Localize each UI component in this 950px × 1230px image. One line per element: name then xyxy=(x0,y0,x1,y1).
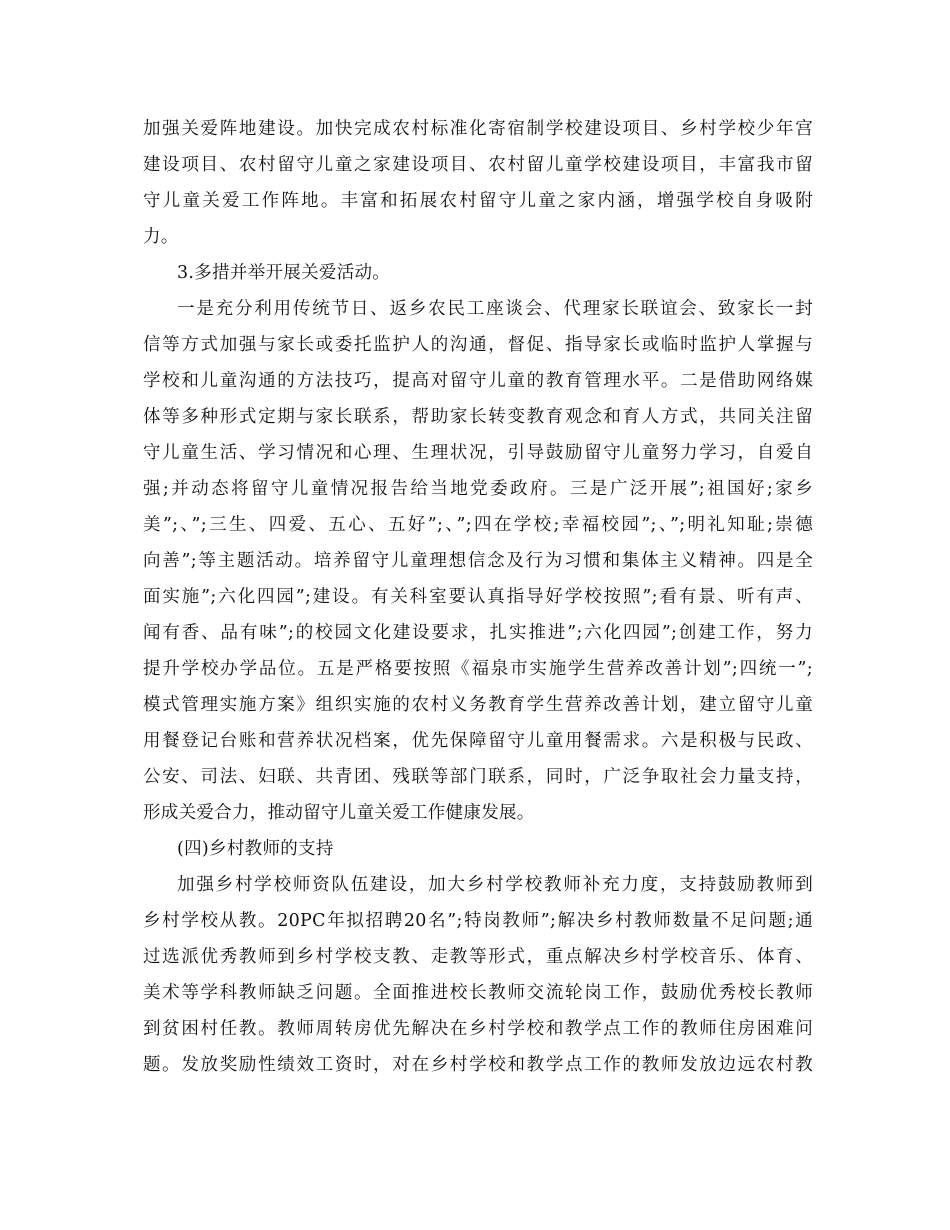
text-line: 闻有香、品有味”;的校园文化建设要求，扎实推进”;六化四园”;创建工作，努力 xyxy=(143,623,813,643)
text-line: 用餐登记台账和营养状况档案，优先保障留守儿童用餐需求。六是积极与民政、 xyxy=(143,731,813,751)
text-line: 加强乡村学校师资队伍建设，加大乡村学校教师补充力度，支持鼓励教师到 xyxy=(177,875,813,895)
text-line: 过选派优秀教师到乡村学校支教、走教等形式，重点解决乡村学校音乐、体育、 xyxy=(143,947,813,967)
text-line: 美术等学科教师缺乏问题。全面推进校长教师交流轮岗工作，鼓励优秀校长教师 xyxy=(143,983,813,1003)
text-line: 强;并动态将留守儿童情况报告给当地党委政府。三是广泛开展”;祖国好;家乡 xyxy=(143,479,813,499)
text-line: 题。发放奖励性绩效工资时，对在乡村学校和教学点工作的教师发放边远农村教 xyxy=(143,1055,813,1075)
text-line: 到贫困村任教。教师周转房优先解决在乡村学校和教学点工作的教师住房困难问 xyxy=(143,1019,813,1039)
text-line: 面实施”;六化四园”;建设。有关科室要认真指导好学校按照”;看有景、听有声、 xyxy=(143,587,813,607)
text-line: 建设项目、农村留守儿童之家建设项目、农村留儿童学校建设项目，丰富我市留 xyxy=(143,155,813,175)
text-line: 加强关爱阵地建设。加快完成农村标准化寄宿制学校建设项目、乡村学校少年宫 xyxy=(143,119,813,139)
text-line: 公安、司法、妇联、共青团、残联等部门联系，同时，广泛争取社会力量支持， xyxy=(143,767,813,787)
text-line: 美”;、”;三生、四爱、五心、五好”;、”;四在学校;幸福校园”;、”;明礼知耻;崇德 xyxy=(143,515,813,535)
text-line: 模式管理实施方案》组织实施的农村义务教育学生营养改善计划，建立留守儿童 xyxy=(143,695,813,715)
text-line: 提升学校办学品位。五是严格要按照《福泉市实施学生营养改善计划”;四统一”; xyxy=(143,659,813,679)
text-line: 学校和儿童沟通的方法技巧，提高对留守儿童的教育管理水平。二是借助网络媒 xyxy=(143,371,813,391)
text-line: 守儿童关爱工作阵地。丰富和拓展农村留守儿童之家内涵，增强学校自身吸附 xyxy=(143,191,813,211)
text-line: 力。 xyxy=(143,227,179,247)
text-line: 体等多种形式定期与家长联系，帮助家长转变教育观念和育人方式，共同关注留 xyxy=(143,407,813,427)
text-line: 形成关爱合力，推动留守儿童关爱工作健康发展。 xyxy=(143,803,535,823)
text-line: 向善”;等主题活动。培养留守儿童理想信念及行为习惯和集体主义精神。四是全 xyxy=(143,551,813,571)
section-heading: (四)乡村教师的支持 xyxy=(177,839,334,859)
text-line: 乡村学校从教。20PC年拟招聘20名”;特岗教师”;解决乡村教师数量不足问题;通 xyxy=(143,911,813,931)
text-line: 信等方式加强与家长或委托监护人的沟通，督促、指导家长或临时监护人掌握与 xyxy=(143,335,813,355)
text-line: 守儿童生活、学习情况和心理、生理状况，引导鼓励留守儿童努力学习，自爱自 xyxy=(143,443,813,463)
text-line: 一是充分利用传统节日、返乡农民工座谈会、代理家长联谊会、致家长一封 xyxy=(177,299,813,319)
section-heading: 3.多措并举开展关爱活动。 xyxy=(177,263,391,283)
